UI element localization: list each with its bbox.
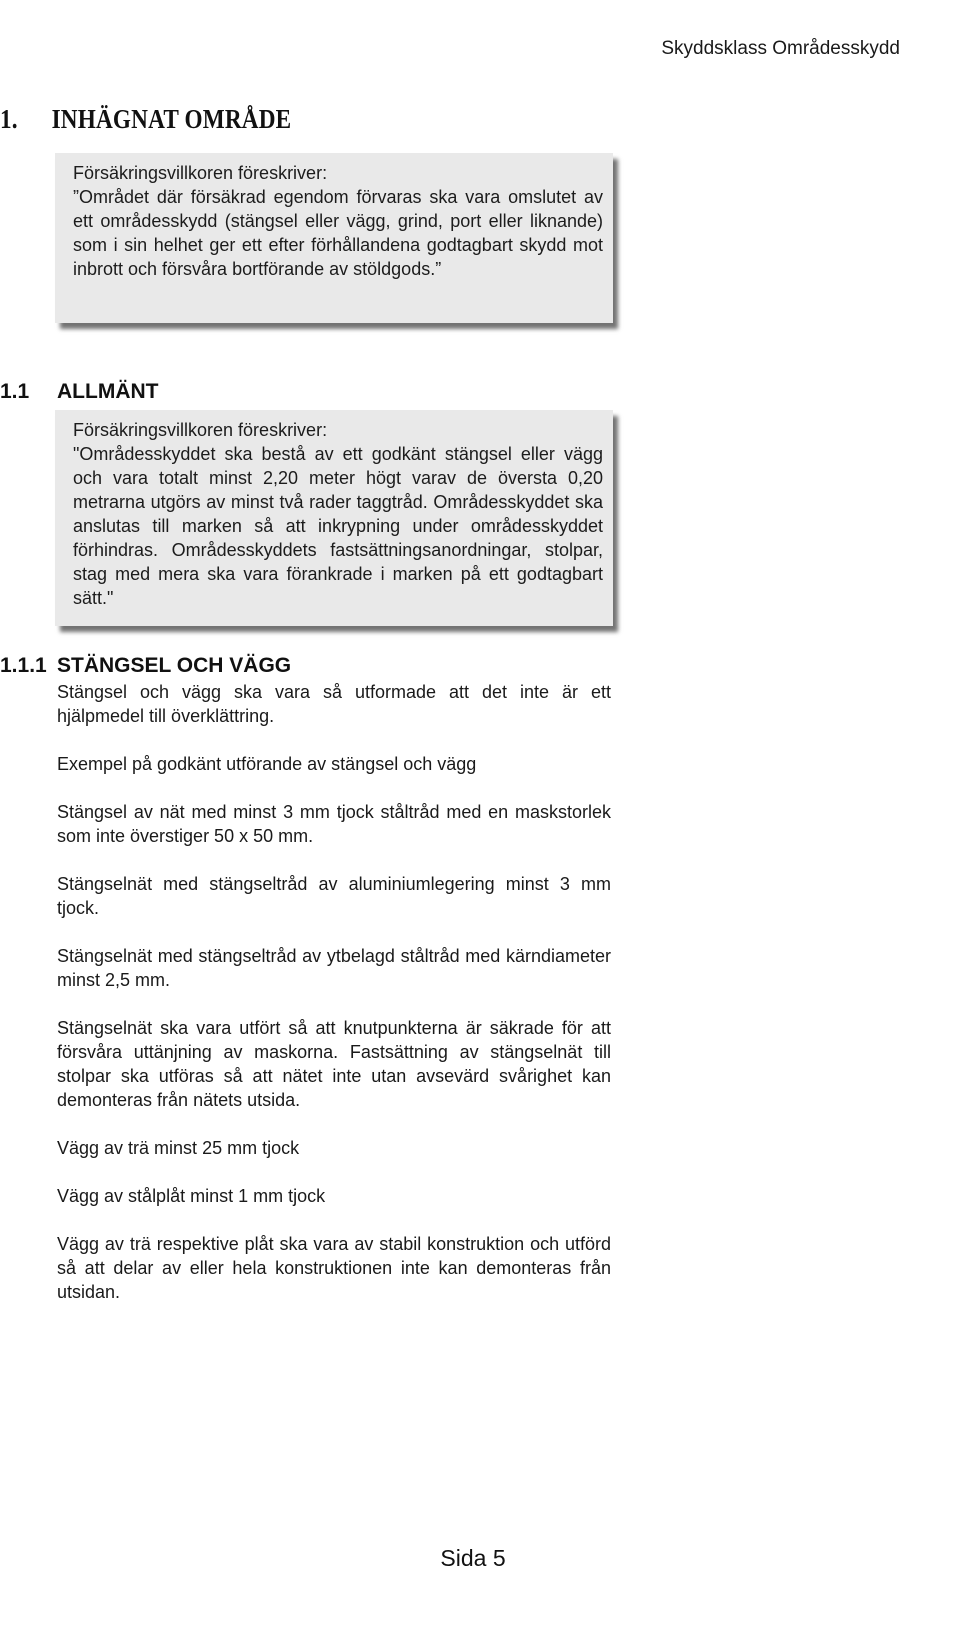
callout-intro: Försäkringsvillkoren föreskriver: — [73, 420, 328, 440]
body-paragraph: Vägg av trä minst 25 mm tjock — [57, 1138, 300, 1158]
section-heading-1-1 — [0, 380, 158, 404]
body-paragraph: Exempel på godkänt utförande av stängsel och vägg — [57, 754, 477, 774]
callout-quote: "Områdesskyddet ska bestå av ett godkänt stängsel eller vägg och vara totalt minst 2,20 meter högt varav de översta 0,20 metrarna utgörs av minst två rader taggtråd. Områdesskyddet ska anslutas till marken så att inkrypning under områdesskyddet förhindras. Områdesskyddets fastsättningsanordningar, stolpar, stag med mera ska vara förankrade i marken på ett godtagbart sätt." — [73, 444, 603, 608]
callout-quote: ”Området där försäkrad egendom förvaras ska vara omslutet av ett områdesskydd (stängsel eller vägg, grind, port eller liknande) som i sin helhet ger ett efter förhållandena godtagbart skydd mot inbrott och försvåra bortförande av stöldgods.” — [73, 187, 603, 279]
body-paragraph: Vägg av trä respektive plåt ska vara av stabil konstruktion och utförd så att delar av eller hela konstruktionen inte kan demonteras från utsidan. — [57, 1234, 611, 1302]
page-number: Sida 5 — [440, 1545, 506, 1571]
section-number: 1. — [0, 104, 18, 134]
section-title: INHÄGNAT OMRÅDE — [51, 104, 292, 134]
terms-callout-1 — [55, 153, 613, 323]
body-paragraph: Stängsel av nät med minst 3 mm tjock ståltråd med en maskstorlek som inte överstiger 50 x 50 mm. — [57, 802, 611, 846]
body-paragraph: Stängsel och vägg ska vara så utformade att det inte är ett hjälpmedel till överklättring. — [57, 682, 611, 726]
body-paragraph: Stängselnät med stängseltråd av aluminiumlegering minst 3 mm tjock. — [57, 874, 611, 918]
running-header: Skyddsklass Områdesskydd — [661, 38, 900, 59]
section-title: STÄNGSEL OCH VÄGG — [57, 654, 292, 677]
section-title: ALLMÄNT — [57, 380, 159, 403]
section-heading-1 — [0, 104, 291, 135]
body-paragraph: Stängselnät ska vara utfört så att knutpunkterna är säkrade för att försvåra uttänjning av maskorna. Fastsättning av stängselnät till stolpar ska utföras så att nätet inte utan avsevärd svårighet kan demonteras från nätets utsida. — [57, 1018, 611, 1110]
section-body — [57, 680, 611, 1328]
section-number: 1.1 — [0, 380, 30, 403]
terms-callout-2 — [55, 410, 613, 626]
section-heading-1-1-1 — [0, 654, 291, 678]
callout-intro: Försäkringsvillkoren föreskriver: — [73, 163, 328, 183]
section-number: 1.1.1 — [0, 654, 47, 677]
body-paragraph: Stängselnät med stängseltråd av ytbelagd ståltråd med kärndiameter minst 2,5 mm. — [57, 946, 611, 990]
body-paragraph: Vägg av stålplåt minst 1 mm tjock — [57, 1186, 326, 1206]
